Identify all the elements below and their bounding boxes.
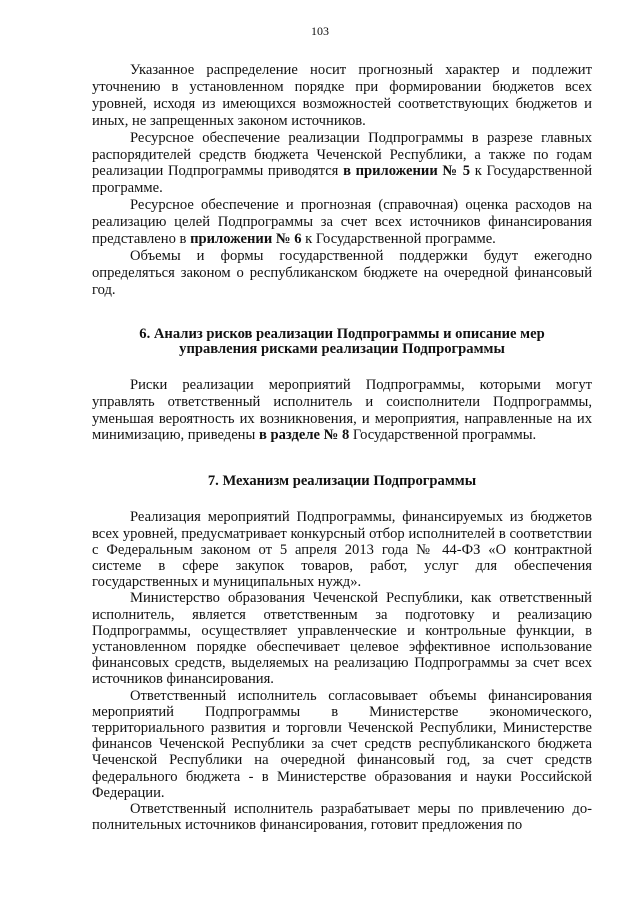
paragraph-funding-agreement: Ответственный исполнитель согласовывает объемы финансирования мероприятий Подпрограммы в Министерстве экономического, территориального развития и торговли Чеченской Республики, Министерстве финансов Чеченской Республики за счет средств республиканского бюджета Чеченской Республики на очередной финансовый год, за счет средств федерального бюджета - в Министерстве образования и науки Российской Федерации. [92, 687, 592, 801]
page-content [92, 62, 592, 833]
paragraph-text: к Государственной программе. [92, 163, 592, 197]
paragraph-state-support [92, 248, 592, 299]
paragraph-text: Ресурсное обеспечение и прогнозная (справочная) оценка расходов на реализацию целей Подпрограммы за счет всех источников финансирования представлено в [92, 197, 592, 248]
heading-line: 6. Анализ рисков реализации Подпрограммы и описание мер [139, 325, 545, 342]
paragraph-additional-sources: Ответственный исполнитель разрабатывает меры по привлечению до-полнительных источников финансирования, готовит предложения по [92, 800, 592, 834]
section-8-reference: в разделе № 8 [258, 427, 350, 444]
paragraph-procurement: Реализация мероприятий Подпрограммы, финансируемых из бюджетов всех уровней, предусматривает конкурсный отбор исполнителей в соответствии с Федеральным законом от 5 апреля 2013 года № 44-ФЗ «О контрактной системе в сфере закупок товаров, работ, услуг для обеспечения государственных и муниципальных нужд». [92, 509, 592, 591]
page-number: 103 [311, 24, 329, 38]
paragraph-ministry-education: Министерство образования Чеченской Республики, как ответственный исполнитель, является ответственным за подготовку и реализацию Подпрограммы, осуществляет управленческие и контрольные функции, в установленном порядке обеспечивает целевое эффективное использование финансовых средств, выделяемых на реализацию Подпрограммы за счет всех источников финансирования. [92, 590, 592, 688]
appendix-6-reference: приложении № 6 [190, 231, 302, 248]
paragraph-text: Риски реализации мероприятий Подпрограммы, которыми могут управлять ответственный исполнитель и соисполнители Подпрограммы, уменьшая вероятность их возникновения, и мероприятия, направленные на их минимизацию, приведены [92, 376, 592, 444]
heading-line: управления рисками реализации Подпрограммы [179, 340, 505, 357]
paragraph-forecast-distribution [92, 62, 592, 130]
paragraph-risks [92, 377, 592, 445]
section-6-heading [92, 327, 592, 357]
paragraph-text: Объемы и формы государственной поддержки будут ежегодно определяться законом о республиканском бюджете на очередной финансовый год. [92, 247, 592, 298]
paragraph-text: Государственной программы. [349, 427, 537, 444]
section-7-heading: 7. Механизм реализации Подпрограммы [207, 473, 477, 490]
paragraph-text: Указанное распределение носит прогнозный характер и подлежит уточнению в установленном порядке при формировании бюджетов всех уровней, исходя из имеющихся возможностей соответствующих бюджетов и иных, не запрещенных законом источников. [92, 62, 592, 129]
paragraph-text: Ресурсное обеспечение реализации Подпрограммы в разрезе главных распорядителей средств бюджета Чеченской Республики, а также по годам реализации Подпрограммы приводятся [92, 129, 592, 180]
paragraph-text: к Государственной программе. [301, 231, 496, 248]
appendix-5-reference: в приложении № 5 [343, 163, 471, 180]
paragraph-resource-estimate [92, 197, 592, 248]
paragraph-resource-provision [92, 130, 592, 198]
